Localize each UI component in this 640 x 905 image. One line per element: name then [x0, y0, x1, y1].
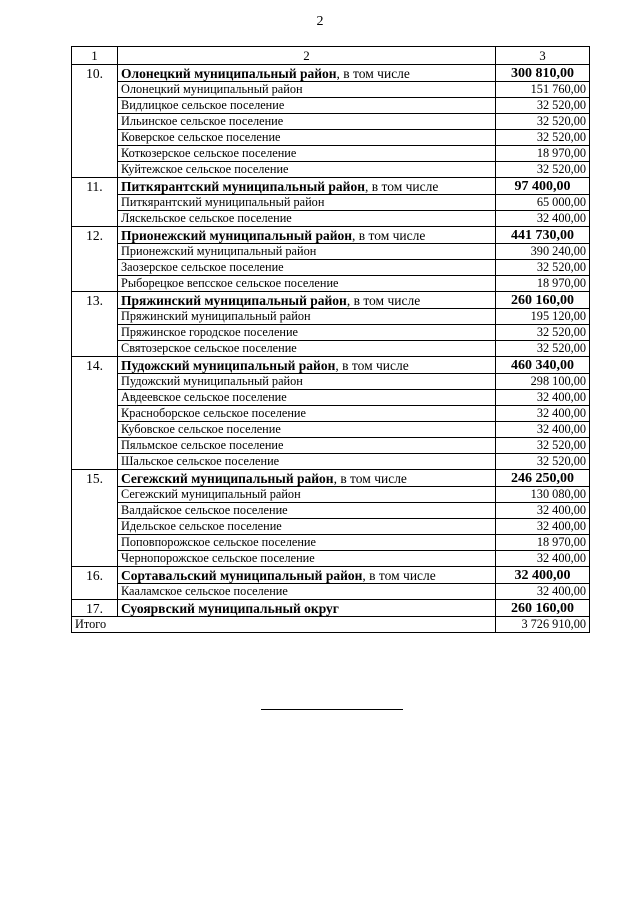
row-number: 11. [72, 178, 118, 195]
header-row [72, 47, 590, 65]
district-row [72, 567, 590, 584]
settlement-name: Прионежский муниципальный район [118, 244, 496, 260]
settlement-amount: 32 520,00 [496, 260, 590, 276]
settlement-row [72, 98, 590, 114]
settlement-amount: 18 970,00 [496, 276, 590, 292]
row-number-empty [72, 535, 118, 551]
district-total: 246 250,00 [496, 470, 590, 487]
settlement-row [72, 244, 590, 260]
settlement-amount: 32 520,00 [496, 454, 590, 470]
settlement-name: Кааламское сельское поселение [118, 584, 496, 600]
row-number: 17. [72, 600, 118, 617]
settlement-amount: 32 520,00 [496, 162, 590, 178]
settlement-name: Пудожский муниципальный район [118, 374, 496, 390]
settlement-amount: 32 400,00 [496, 211, 590, 227]
district-name-suffix: , в том числе [346, 292, 421, 308]
district-name: Пудожский муниципальный район [121, 357, 336, 373]
settlement-amount: 32 520,00 [496, 114, 590, 130]
row-number-empty [72, 390, 118, 406]
row-number: 15. [72, 470, 118, 487]
settlement-row [72, 584, 590, 600]
settlement-name: Видлицкое сельское поселение [118, 98, 496, 114]
settlement-name: Рыборецкое вепсское сельское поселение [118, 276, 496, 292]
settlement-row [72, 438, 590, 454]
district-name-cell [118, 178, 496, 195]
row-number-empty [72, 584, 118, 600]
settlement-amount: 32 400,00 [496, 406, 590, 422]
row-number-empty [72, 422, 118, 438]
settlement-amount: 32 400,00 [496, 390, 590, 406]
budget-table-body [72, 47, 590, 633]
district-name-cell [118, 470, 496, 487]
settlement-row [72, 374, 590, 390]
row-number-empty [72, 519, 118, 535]
row-number-empty [72, 146, 118, 162]
row-number: 10. [72, 65, 118, 82]
district-row [72, 65, 590, 82]
row-number-empty [72, 195, 118, 211]
settlement-name: Пряжинское городское поселение [118, 325, 496, 341]
row-number-empty [72, 114, 118, 130]
row-number: 14. [72, 357, 118, 374]
district-name: Сортавальский муниципальный район [121, 567, 363, 583]
settlement-name: Коверское сельское поселение [118, 130, 496, 146]
district-name-cell [118, 65, 496, 82]
settlement-row [72, 130, 590, 146]
district-total: 441 730,00 [496, 227, 590, 244]
settlement-name: Чернопорожское сельское поселение [118, 551, 496, 567]
settlement-amount: 32 400,00 [496, 503, 590, 519]
settlement-amount: 32 400,00 [496, 584, 590, 600]
settlement-name: Поповпорожское сельское поселение [118, 535, 496, 551]
row-number-empty [72, 551, 118, 567]
settlement-row [72, 325, 590, 341]
settlement-name: Валдайское сельское поселение [118, 503, 496, 519]
column-header-2: 2 [118, 47, 496, 65]
settlement-name: Пяльмское сельское поселение [118, 438, 496, 454]
settlement-row [72, 551, 590, 567]
district-total: 260 160,00 [496, 600, 590, 617]
district-row [72, 292, 590, 309]
district-name: Олонецкий муниципальный район [121, 65, 337, 81]
district-total: 260 160,00 [496, 292, 590, 309]
settlement-name: Заозерское сельское поселение [118, 260, 496, 276]
row-number-empty [72, 276, 118, 292]
row-number: 16. [72, 567, 118, 584]
row-number-empty [72, 162, 118, 178]
district-total: 300 810,00 [496, 65, 590, 82]
settlement-row [72, 535, 590, 551]
row-number-empty [72, 260, 118, 276]
row-number-empty [72, 374, 118, 390]
row-number-empty [72, 454, 118, 470]
row-number: 12. [72, 227, 118, 244]
settlement-amount: 195 120,00 [496, 309, 590, 325]
total-empty [118, 617, 496, 633]
settlement-row [72, 114, 590, 130]
closing-divider [261, 709, 403, 710]
settlement-row [72, 519, 590, 535]
settlement-amount: 32 520,00 [496, 438, 590, 454]
page-number: 2 [316, 14, 324, 29]
district-total: 32 400,00 [496, 567, 590, 584]
budget-table [71, 46, 590, 633]
row-number-empty [72, 309, 118, 325]
district-name-cell [118, 357, 496, 374]
row-number-empty [72, 244, 118, 260]
settlement-row [72, 341, 590, 357]
settlement-row [72, 276, 590, 292]
settlement-amount: 18 970,00 [496, 146, 590, 162]
district-name-suffix: , в том числе [335, 357, 409, 373]
settlement-name: Авдеевское сельское поселение [118, 390, 496, 406]
settlement-row [72, 454, 590, 470]
settlement-amount: 32 400,00 [496, 551, 590, 567]
settlement-row [72, 162, 590, 178]
settlement-row [72, 406, 590, 422]
settlement-name: Коткозерское сельское поселение [118, 146, 496, 162]
district-name-cell [118, 600, 496, 617]
settlement-name: Пряжинский муниципальный район [118, 309, 496, 325]
settlement-name: Сегежский муниципальный район [118, 487, 496, 503]
district-name-suffix: , в том числе [362, 567, 436, 583]
settlement-name: Ильинское сельское поселение [118, 114, 496, 130]
row-number-empty [72, 325, 118, 341]
district-name: Пряжинский муниципальный район [121, 292, 347, 308]
column-header-1: 1 [72, 47, 118, 65]
district-name-cell [118, 227, 496, 244]
settlement-name: Олонецкий муниципальный район [118, 82, 496, 98]
total-amount: 3 726 910,00 [496, 617, 590, 633]
district-name: Питкярантский муниципальный район [121, 178, 365, 194]
district-row [72, 227, 590, 244]
row-number-empty [72, 82, 118, 98]
row-number-empty [72, 438, 118, 454]
district-row [72, 600, 590, 617]
settlement-amount: 18 970,00 [496, 535, 590, 551]
settlement-amount: 32 400,00 [496, 422, 590, 438]
total-label: Итого [72, 617, 118, 633]
district-total: 97 400,00 [496, 178, 590, 195]
settlement-amount: 151 760,00 [496, 82, 590, 98]
settlement-amount: 32 520,00 [496, 130, 590, 146]
settlement-row [72, 487, 590, 503]
district-name-suffix: , в том числе [336, 65, 410, 81]
district-name-cell [118, 567, 496, 584]
district-name-cell [118, 292, 496, 309]
column-header-3: 3 [496, 47, 590, 65]
total-row [72, 617, 590, 633]
row-number: 13. [72, 292, 118, 309]
district-name-suffix: , в том числе [364, 178, 439, 194]
district-row [72, 178, 590, 195]
settlement-name: Святозерское сельское поселение [118, 341, 496, 357]
settlement-amount: 32 400,00 [496, 519, 590, 535]
row-number-empty [72, 341, 118, 357]
settlement-amount: 298 100,00 [496, 374, 590, 390]
district-row [72, 470, 590, 487]
settlement-row [72, 260, 590, 276]
settlement-name: Идельское сельское поселение [118, 519, 496, 535]
settlement-row [72, 146, 590, 162]
row-number-empty [72, 211, 118, 227]
settlement-amount: 32 520,00 [496, 98, 590, 114]
settlement-name: Красноборское сельское поселение [118, 406, 496, 422]
settlement-amount: 32 520,00 [496, 325, 590, 341]
row-number-empty [72, 503, 118, 519]
row-number-empty [72, 98, 118, 114]
row-number-empty [72, 130, 118, 146]
settlement-amount: 130 080,00 [496, 487, 590, 503]
district-name: Суоярвский муниципальный округ [121, 600, 339, 616]
district-name: Прионежский муниципальный район [121, 227, 353, 243]
district-name-suffix: , в том числе [352, 227, 426, 243]
district-total: 460 340,00 [496, 357, 590, 374]
settlement-row [72, 390, 590, 406]
settlement-name: Куйтежское сельское поселение [118, 162, 496, 178]
district-name-suffix: , в том числе [333, 470, 407, 486]
district-row [72, 357, 590, 374]
settlement-row [72, 195, 590, 211]
settlement-name: Питкярантский муниципальный район [118, 195, 496, 211]
settlement-amount: 390 240,00 [496, 244, 590, 260]
settlement-name: Кубовское сельское поселение [118, 422, 496, 438]
settlement-row [72, 503, 590, 519]
settlement-name: Шальское сельское поселение [118, 454, 496, 470]
settlement-row [72, 82, 590, 98]
settlement-row [72, 211, 590, 227]
row-number-empty [72, 487, 118, 503]
district-name: Сегежский муниципальный район [121, 470, 334, 486]
settlement-amount: 32 520,00 [496, 341, 590, 357]
settlement-row [72, 309, 590, 325]
settlement-name: Ляскельское сельское поселение [118, 211, 496, 227]
settlement-amount: 65 000,00 [496, 195, 590, 211]
settlement-row [72, 422, 590, 438]
row-number-empty [72, 406, 118, 422]
